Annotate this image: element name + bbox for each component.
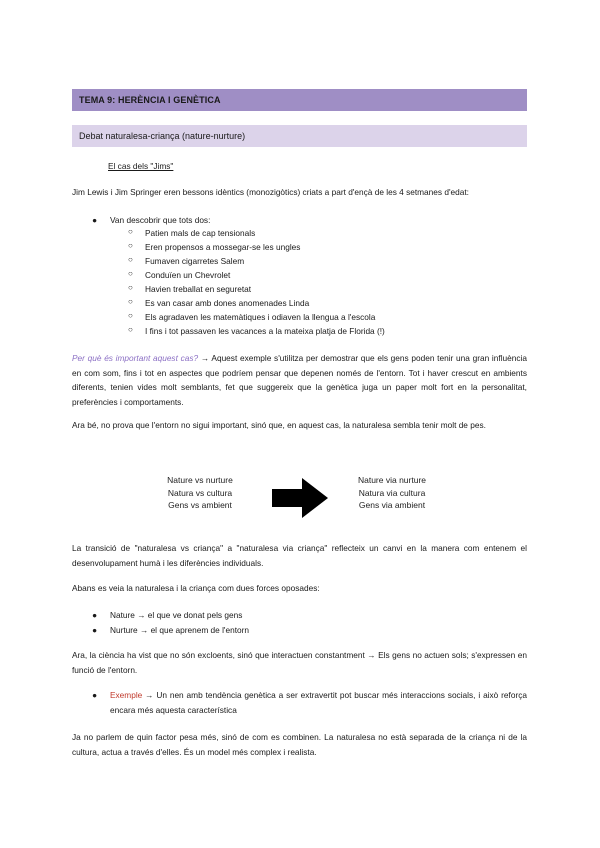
topic-title: TEMA 9: HERÈNCIA I GENÈTICA (79, 95, 221, 105)
bullet-dot-icon: ● (92, 610, 98, 620)
diagram-right-list: Nature via nurture Natura via cultura Gens via ambient (357, 475, 427, 510)
hollow-bullet-icon: ○ (128, 297, 133, 306)
sub-item: ○ Conduïen un Chevrolet (128, 269, 231, 280)
why-question: Per què és important aquest cas? (72, 353, 199, 363)
right-arrow-icon (272, 478, 328, 518)
topic-header-bar (72, 89, 527, 111)
sub-item: ○ I fins i tot passaven les vacances a la mateixa platja de Florida (!) (128, 325, 385, 336)
hollow-bullet-icon: ○ (128, 241, 133, 250)
bullet-main (92, 213, 211, 227)
bullet-main-text: Van descobrir que tots dos: (110, 215, 211, 225)
hollow-bullet-icon: ○ (128, 269, 133, 278)
bullet-dot-icon: ● (92, 625, 98, 635)
hollow-bullet-icon: ○ (128, 283, 133, 292)
force-item: ● Nature → el que ve donat pels gens (92, 610, 243, 620)
section-header-bar (72, 125, 527, 147)
sub-item: ○ Eren propensos a mossegar-se les ungles (128, 241, 301, 252)
sub-item: ○ Els agradaven les matemàtiques i odiaven la llengua a l'escola (128, 311, 376, 322)
hollow-bullet-icon: ○ (128, 311, 133, 320)
force-item: ● Nurture → el que aprenem de l'entorn (92, 625, 250, 635)
case-title: El cas dels "Jims" (108, 161, 174, 171)
paragraph-transicio: La transició de "naturalesa vs criança" a "naturalesa via criança" reflecteix un canvi en la manera com entenem el desenvolupament humà i les diferències individuals. (72, 543, 527, 568)
sub-item: ○ Havien treballat en seguretat (128, 283, 252, 294)
paragraph-ara: Ara bé, no prova que l'entorn no sigui important, sinó que, en aquest cas, la naturalesa sembla tenir molt de pes. (72, 420, 486, 430)
bullet-dot-icon: ● (92, 215, 98, 225)
sub-item: ○ Fumaven cigarretes Salem (128, 255, 245, 266)
sub-item: ○ Es van casar amb dones anomenades Linda (128, 297, 310, 308)
paragraph-ciencia: Ara, la ciència ha vist que no són excloents, sinó que interactuen constantment → Els gens no actuen sols; s'expressen en funció de l'entorn. (72, 650, 527, 675)
paragraph-why: Per què és important aquest cas? → Aquest exemple s'utilitza per demostrar que els gens poden tenir una gran influència en com som, fins i tot en aspectes que podríem pensar que depenen només de l'entorn. Tot i haver crescut en ambients diferents, tenien vides molt semblants, fet que suggereix que la genètica juga un paper molt fort en la personalitat, preferències i comportaments. (72, 353, 527, 407)
hollow-bullet-icon: ○ (128, 227, 133, 236)
section-subtitle: Debat naturalesa-criança (nature-nurture) (79, 131, 246, 141)
paragraph-abans: Abans es veia la naturalesa i la criança com dues forces oposades: (72, 583, 320, 593)
diagram-left-list: Nature vs nurture Natura vs cultura Gens vs ambient (167, 475, 233, 510)
intro-paragraph: Jim Lewis i Jim Springer eren bessons idèntics (monozigòtics) criats a part d'ençà de les 4 setmanes d'edat: (72, 187, 469, 197)
hollow-bullet-icon: ○ (128, 325, 133, 334)
hollow-bullet-icon: ○ (128, 255, 133, 264)
sub-item: ○ Patien mals de cap tensionals (128, 227, 256, 238)
paragraph-final: Ja no parlem de quin factor pesa més, sinó de com es combinen. La naturalesa no està separada de la criança ni de la cultura, actua a través d'elles. És un model més complex i realista. (72, 732, 527, 757)
exemple-item: ● Exemple → Un nen amb tendència genètica a ser extravertit pot buscar més interaccions socials, i això reforça encara més aquesta característica (92, 690, 527, 715)
bullet-dot-icon: ● (92, 690, 98, 700)
exemple-label: Exemple (110, 690, 143, 700)
